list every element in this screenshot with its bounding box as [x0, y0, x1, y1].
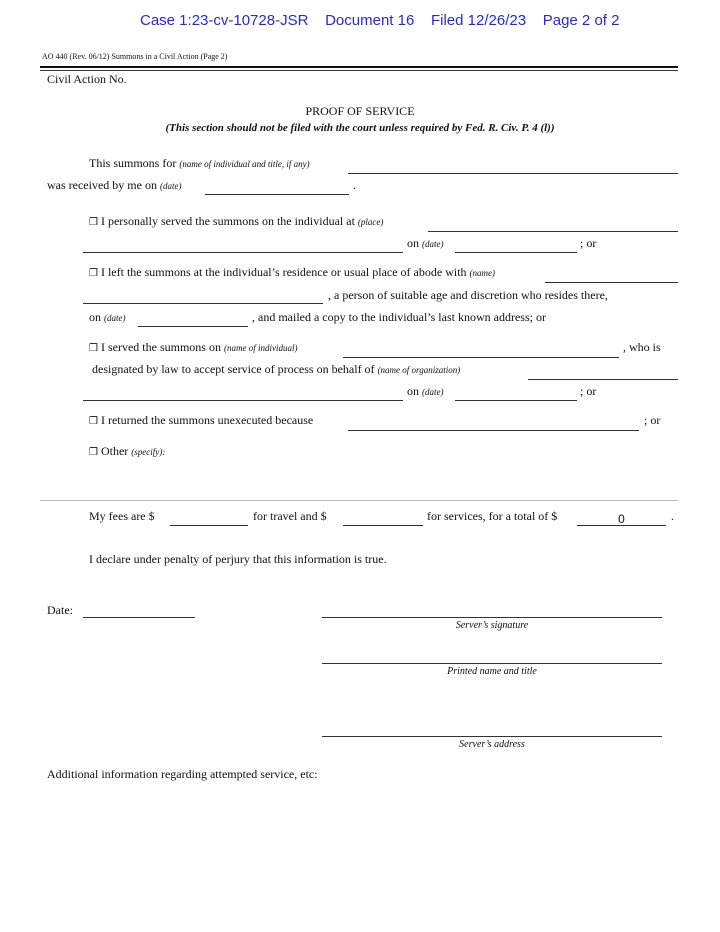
signature-field[interactable]: [322, 617, 662, 618]
personal-date-field[interactable]: [455, 252, 577, 253]
residence-date-field[interactable]: [138, 326, 248, 327]
option-other[interactable]: ❒ Other (specify):: [89, 444, 166, 458]
summons-for-field[interactable]: [348, 173, 678, 174]
address-field[interactable]: [322, 736, 662, 737]
additional-info-label: Additional information regarding attempted service, etc:: [47, 767, 318, 781]
designated-org-field[interactable]: [528, 379, 678, 380]
returned-reason-field[interactable]: [348, 430, 639, 431]
printed-name-caption: Printed name and title: [447, 666, 537, 677]
address-caption: Server’s address: [459, 739, 525, 750]
summons-for-label: This summons for (name of individual and title, if any): [89, 156, 310, 170]
checkbox-icon[interactable]: ❒: [89, 416, 98, 427]
residence-name-field-2[interactable]: [83, 303, 323, 304]
residence-name-field[interactable]: [545, 282, 678, 283]
page-subtitle: (This section should not be filed with the court unless required by Fed. R. Civ. P. 4 (l)): [165, 122, 555, 134]
case-header: [140, 12, 619, 29]
checkbox-icon[interactable]: ❒: [89, 217, 98, 228]
option-personal[interactable]: ❒ I personally served the summons on the individual at (place): [89, 214, 384, 228]
header-rule: [40, 66, 678, 68]
option-residence[interactable]: ❒ I left the summons at the individual’s residence or usual place of abode with (name): [89, 265, 496, 279]
filed-date: Filed 12/26/23: [430, 12, 527, 29]
civil-action-label: Civil Action No.: [47, 72, 127, 86]
checkbox-icon[interactable]: ❒: [89, 343, 98, 354]
designated-individual-field[interactable]: [343, 357, 619, 358]
document-number: Document 16: [325, 12, 415, 29]
designated-org-field-2[interactable]: [83, 400, 403, 401]
designated-date-field[interactable]: [455, 400, 577, 401]
case-number: Case 1:23-cv-10728-JSR: [140, 12, 309, 29]
services-label: for services, for a total of $: [427, 509, 558, 523]
personal-place-field-2[interactable]: [83, 252, 403, 253]
option-returned[interactable]: ❒ I returned the summons unexecuted because: [89, 413, 314, 427]
page-title: PROOF OF SERVICE: [305, 104, 415, 118]
page-number: Page 2 of 2: [542, 12, 620, 29]
checkbox-icon[interactable]: ❒: [89, 447, 98, 458]
date-field[interactable]: [83, 617, 195, 618]
services-fee-field[interactable]: [343, 525, 423, 526]
travel-fee-field[interactable]: [170, 525, 248, 526]
personal-place-field[interactable]: [428, 231, 678, 232]
form-id: AO 440 (Rev. 06/12) Summons in a Civil Action (Page 2): [42, 52, 228, 61]
travel-label: for travel and $: [253, 509, 327, 523]
signature-caption: Server’s signature: [455, 620, 529, 631]
received-date-field[interactable]: [205, 194, 349, 195]
checkbox-icon[interactable]: ❒: [89, 268, 98, 279]
section-divider: [40, 500, 678, 501]
printed-name-field[interactable]: [322, 663, 662, 664]
fees-label: My fees are $: [89, 509, 155, 523]
option-designated[interactable]: ❒ I served the summons on (name of individual): [89, 340, 298, 354]
declaration-text: I declare under penalty of perjury that this information is true.: [89, 552, 387, 566]
total-fee-value[interactable]: 0: [618, 512, 625, 526]
received-label: was received by me on (date): [47, 178, 182, 192]
date-label: Date:: [47, 603, 73, 617]
total-fee-field[interactable]: [577, 525, 666, 526]
header-rule-thin: [40, 70, 678, 71]
